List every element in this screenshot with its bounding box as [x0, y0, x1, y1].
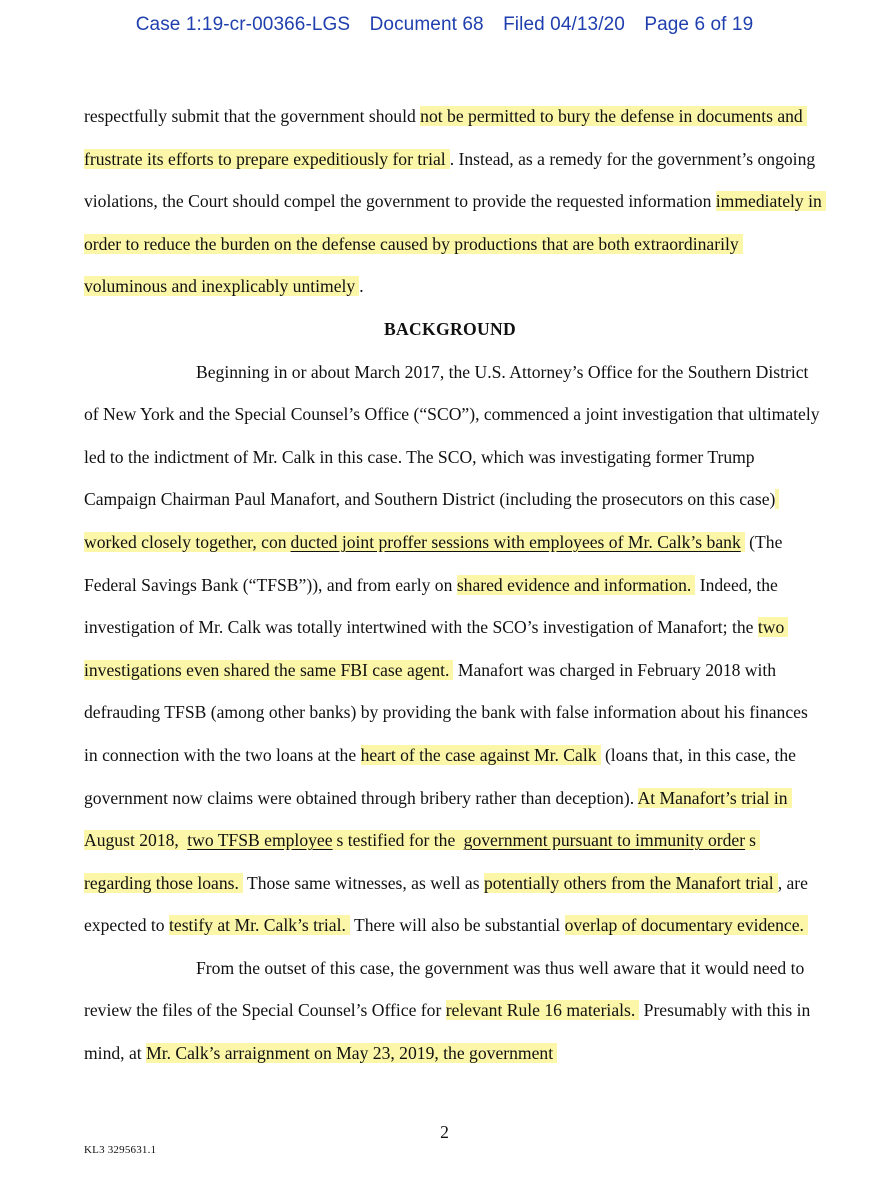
ecf-header: [0, 14, 889, 36]
highlight: two investigations even shared the same FBI case agent.: [84, 617, 788, 680]
highlight: overlap of documentary evidence.: [565, 915, 808, 935]
highlight: immediately in order to reduce the burden on the defense caused by productions that are both extraordinarily voluminous and inexplicably untimely: [84, 191, 826, 296]
text-run: Manafort was charged in February 2018 with defrauding TFSB (among other banks) by providing the bank with false information about his finances in connection with the two loans at the: [84, 659, 808, 765]
text-run: (The Federal Savings Bank (“TFSB”)), and from early on: [84, 531, 783, 595]
text-run: From the outset of this case, the government was thus well aware that it would need to review the files of the Special Counsel’s Office for: [84, 957, 805, 1021]
highlight: relevant Rule 16 materials.: [446, 1000, 640, 1020]
text-run: There will also be substantial: [349, 915, 565, 936]
paragraph-2: [84, 351, 824, 947]
highlight: shared evidence and information.: [457, 575, 696, 595]
highlight: At Manafort’s trial in August 2018,: [84, 788, 792, 851]
highlight: heart of the case against Mr. Calk: [361, 745, 601, 765]
text-run: (loans that, in this case, the government now claims were obtained through bribery rather than deception).: [84, 744, 796, 808]
text-run: Indeed, the investigation of Mr. Calk was totally intertwined with the SCO’s investigation of Manafort; the: [84, 574, 778, 638]
document-number: Document 68: [369, 14, 484, 35]
text-run: Beginning in or about March 2017, the U.S. Attorney’s Office for the Southern District of New York and the Special Counsel’s Office (“SCO”), commenced a joint investigation that ultimately led to the indictment of Mr. Calk in this case. The SCO, which was investigating former Trump Campaign Chairman Paul Manafort, and Southern District (including the prosecutors on this case): [84, 361, 820, 510]
highlight: s regarding those loans.: [84, 830, 760, 893]
page-indicator: Page 6 of 19: [644, 14, 754, 35]
highlight-underlined: ducted joint proffer sessions with employees of Mr. Calk’s bank: [291, 532, 745, 552]
case-number: Case 1:19-cr-00366-LGS: [135, 14, 351, 35]
paragraph-3: [84, 947, 824, 1075]
text-run: respectfully submit that the government should: [84, 106, 421, 126]
text-run: , are expected to: [84, 872, 808, 936]
highlight: Mr. Calk’s arraignment on May 23, 2019, the government: [146, 1043, 557, 1063]
highlight: not be permitted to bury the defense in documents and frustrate its efforts to prepare expeditiously for trial: [84, 106, 807, 169]
document-id-footer: KL3 3295631.1: [84, 1144, 157, 1156]
text-run: .: [359, 276, 364, 297]
filed-date: Filed 04/13/20: [503, 14, 625, 35]
document-body: [84, 95, 824, 1075]
paragraph-1: [84, 95, 824, 308]
highlight: testify at Mr. Calk’s trial.: [169, 915, 350, 935]
highlight-underlined: two TFSB employee: [187, 830, 336, 850]
highlight: s testified for the: [337, 830, 464, 850]
page-number: 2: [440, 1122, 449, 1142]
highlight: potentially others from the Manafort trial: [484, 873, 778, 893]
text-run: Presumably with this in mind, at: [84, 1000, 811, 1064]
highlight-underlined: government pursuant to immunity order: [464, 830, 749, 850]
highlight: worked closely together, con: [84, 489, 779, 552]
text-run: Those same witnesses, as well as: [242, 872, 484, 893]
text-run: . Instead, as a remedy for the government’s ongoing violations, the Court should compel the government to provide the requested information: [84, 148, 816, 212]
section-heading: BACKGROUND: [383, 318, 517, 339]
